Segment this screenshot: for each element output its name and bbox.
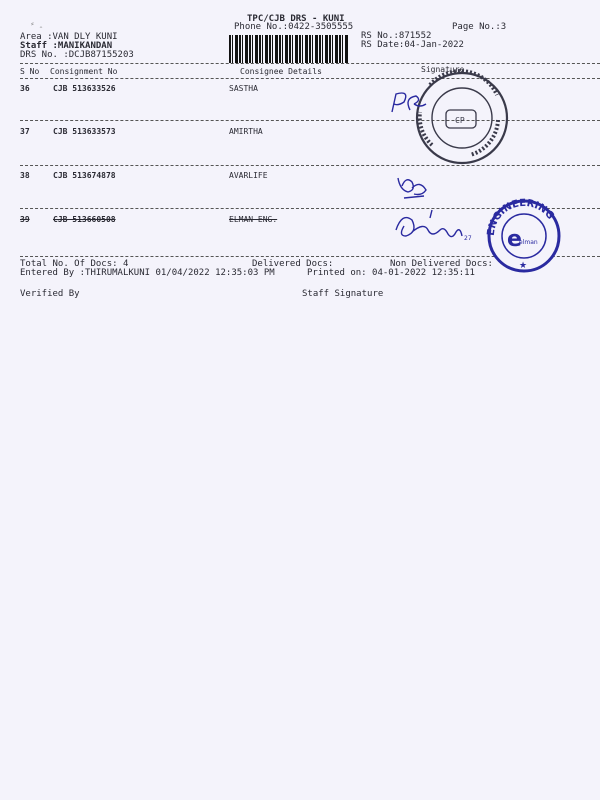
row-sno: 39 bbox=[20, 215, 30, 224]
col-sno: S No bbox=[20, 67, 40, 76]
svg-text:elman: elman bbox=[519, 239, 538, 246]
row-sno: 37 bbox=[20, 127, 30, 136]
col-consignee: Consignee Details bbox=[240, 67, 322, 76]
row-consignee: AVARLIFE bbox=[229, 171, 268, 180]
row-sno: 38 bbox=[20, 171, 30, 180]
area-label: Area :VAN DLY KUNI bbox=[20, 32, 118, 42]
col-signature: Signature bbox=[421, 65, 465, 74]
svg-text:e: e bbox=[507, 227, 522, 252]
svg-text:CP: CP bbox=[455, 116, 465, 125]
total-docs: Total No. Of Docs: 4 bbox=[20, 259, 129, 269]
page-number: Page No.:3 bbox=[452, 22, 507, 32]
row-consignee: AMIRTHA bbox=[229, 127, 263, 136]
document-title: TPC/CJB DRS - KUNI bbox=[247, 14, 345, 24]
staff-signature-label: Staff Signature bbox=[302, 289, 384, 299]
svg-text:★: ★ bbox=[519, 261, 528, 271]
delivered-docs: Delivered Docs: bbox=[252, 259, 334, 269]
row-consignee: SASTHA bbox=[229, 84, 258, 93]
scan-mark-icon: ⸗ ‸ bbox=[30, 19, 43, 28]
verified-by-label: Verified By bbox=[20, 289, 80, 299]
col-consignment: Consignment No bbox=[50, 67, 118, 76]
svg-text:27: 27 bbox=[464, 235, 472, 242]
elman-engineering-stamp bbox=[486, 198, 559, 271]
round-verification-stamp bbox=[417, 71, 507, 163]
svg-text:ENGINEERING: ENGINEERING bbox=[485, 197, 556, 237]
row-consignment: CJB 513660508 bbox=[53, 215, 116, 224]
row-consignment: CJB 513633526 bbox=[53, 84, 116, 93]
row-consignment: CJB 513633573 bbox=[53, 127, 116, 136]
handwritten-signature bbox=[398, 178, 426, 198]
non-delivered-docs: Non Delivered Docs: bbox=[390, 259, 493, 269]
row-sno: 36 bbox=[20, 84, 30, 93]
printed-on: Printed on: 04-01-2022 12:35:11 bbox=[307, 268, 475, 278]
phone-number: Phone No.:0422-3505555 bbox=[234, 22, 354, 32]
handwritten-signature bbox=[396, 210, 462, 237]
drs-number: DRS No. :DCJB87155203 bbox=[20, 50, 134, 60]
staff-label: Staff :MANIKANDAN bbox=[20, 41, 113, 51]
rs-number: RS No.:871552 bbox=[361, 31, 432, 41]
rs-date: RS Date:04-Jan-2022 bbox=[361, 40, 464, 50]
row-consignment: CJB 513674878 bbox=[53, 171, 116, 180]
row-consignee: ELMAN ENG. bbox=[229, 215, 278, 224]
entered-by: Entered By :THIRUMALKUNI 01/04/2022 12:35:03 PM bbox=[20, 268, 275, 278]
